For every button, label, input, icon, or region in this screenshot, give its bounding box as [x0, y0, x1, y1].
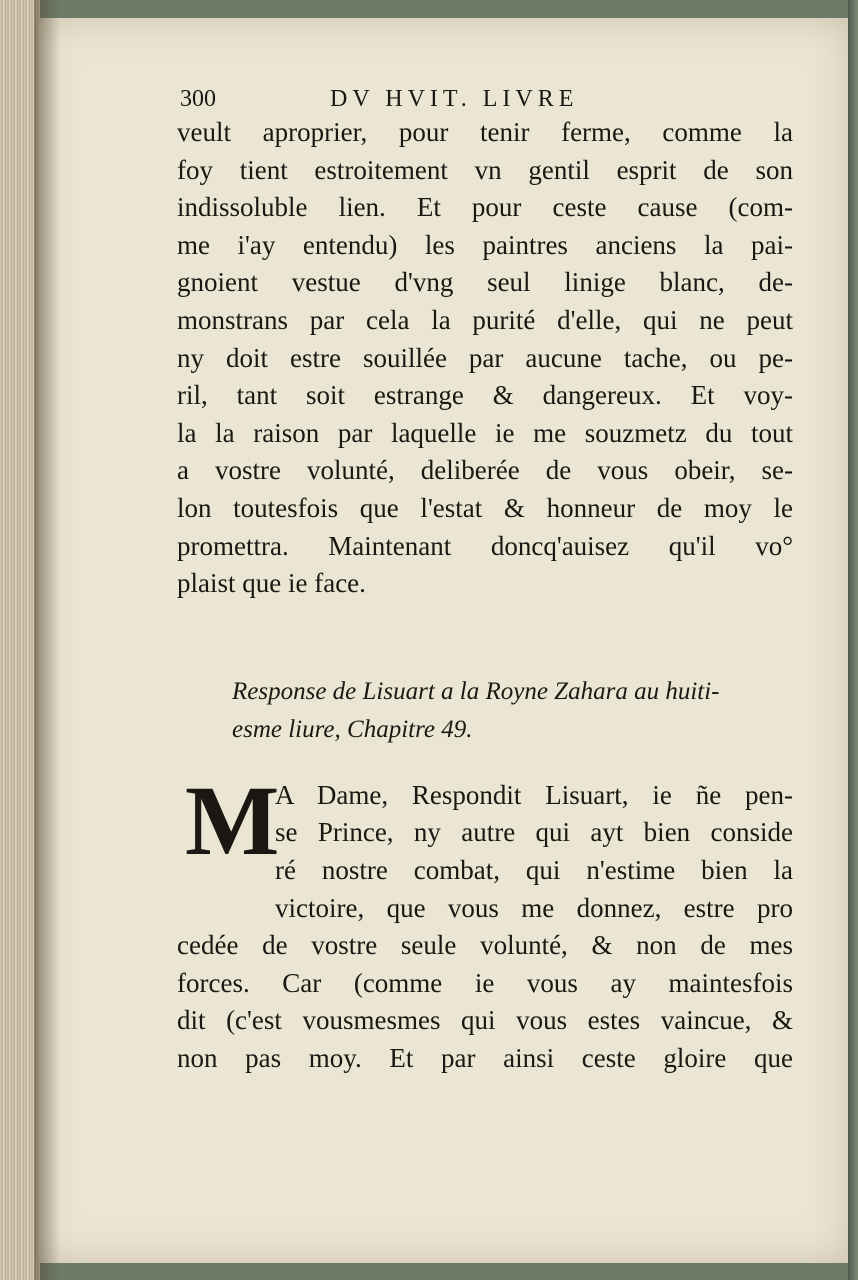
- text-line: dit (c'est vousmesmes qui vous estes vaincue, &: [177, 1005, 793, 1036]
- text-line: plaist que ie face.: [177, 568, 366, 599]
- text-line: se Prince, ny autre qui ayt bien conside: [275, 817, 793, 848]
- text-line: me i'ay entendu) les paintres anciens la pai-: [177, 229, 793, 260]
- text-line: non pas moy. Et par ainsi ceste gloire que: [177, 1042, 793, 1073]
- background-edge: [848, 0, 858, 1280]
- running-title: DV HVIT. LIVRE: [330, 86, 579, 112]
- text-line: foy tient estroitement vn gentil esprit de son: [177, 154, 793, 185]
- body-paragraph: [140, 114, 792, 603]
- chapter-heading-line: Response de Lisuart a la Royne Zahara au huiti-: [232, 677, 720, 705]
- text-line: cedée de vostre seule volunté, & non de mes: [177, 930, 793, 961]
- drop-cap: M: [185, 764, 280, 876]
- running-head: [140, 78, 792, 114]
- text-block: [140, 78, 792, 1077]
- chapter-heading: [140, 673, 792, 749]
- text-line: forces. Car (comme ie vous ay maintesfois: [177, 967, 793, 998]
- spine-shadow: [34, 0, 60, 1280]
- text-line: ny doit estre souillée par aucune tache, ou pe-: [177, 342, 793, 373]
- text-line: monstrans par cela la purité d'elle, qui ne peut: [177, 304, 793, 335]
- chapter-paragraph: [140, 764, 793, 1078]
- spacer: [140, 603, 792, 673]
- text-line: promettra. Maintenant doncq'auisez qu'il vo°: [177, 530, 793, 561]
- text-line: veult aproprier, pour tenir ferme, comme la: [177, 117, 793, 147]
- chapter-heading-line: esme liure, Chapitre 49.: [232, 715, 473, 743]
- text-line: indissoluble lien. Et pour ceste cause (com-: [177, 192, 793, 223]
- text-line: a vostre volunté, deliberée de vous obeir, se-: [177, 455, 793, 486]
- text-line: ril, tant soit estrange & dangereux. Et voy-: [177, 380, 793, 411]
- text-line: gnoient vestue d'vng seul linige blanc, de-: [177, 267, 793, 298]
- text-line: la la raison par laquelle ie me souzmetz du tout: [177, 417, 793, 448]
- text-line: A Dame, Respondit Lisuart, ie ñe pen-: [275, 779, 793, 810]
- text-line: ré nostre combat, qui n'estime bien la: [275, 854, 793, 885]
- text-line: victoire, que vous me donnez, estre pro: [275, 892, 793, 923]
- page-number: 300: [180, 86, 216, 112]
- text-line: lon toutesfois que l'estat & honneur de moy le: [177, 492, 793, 523]
